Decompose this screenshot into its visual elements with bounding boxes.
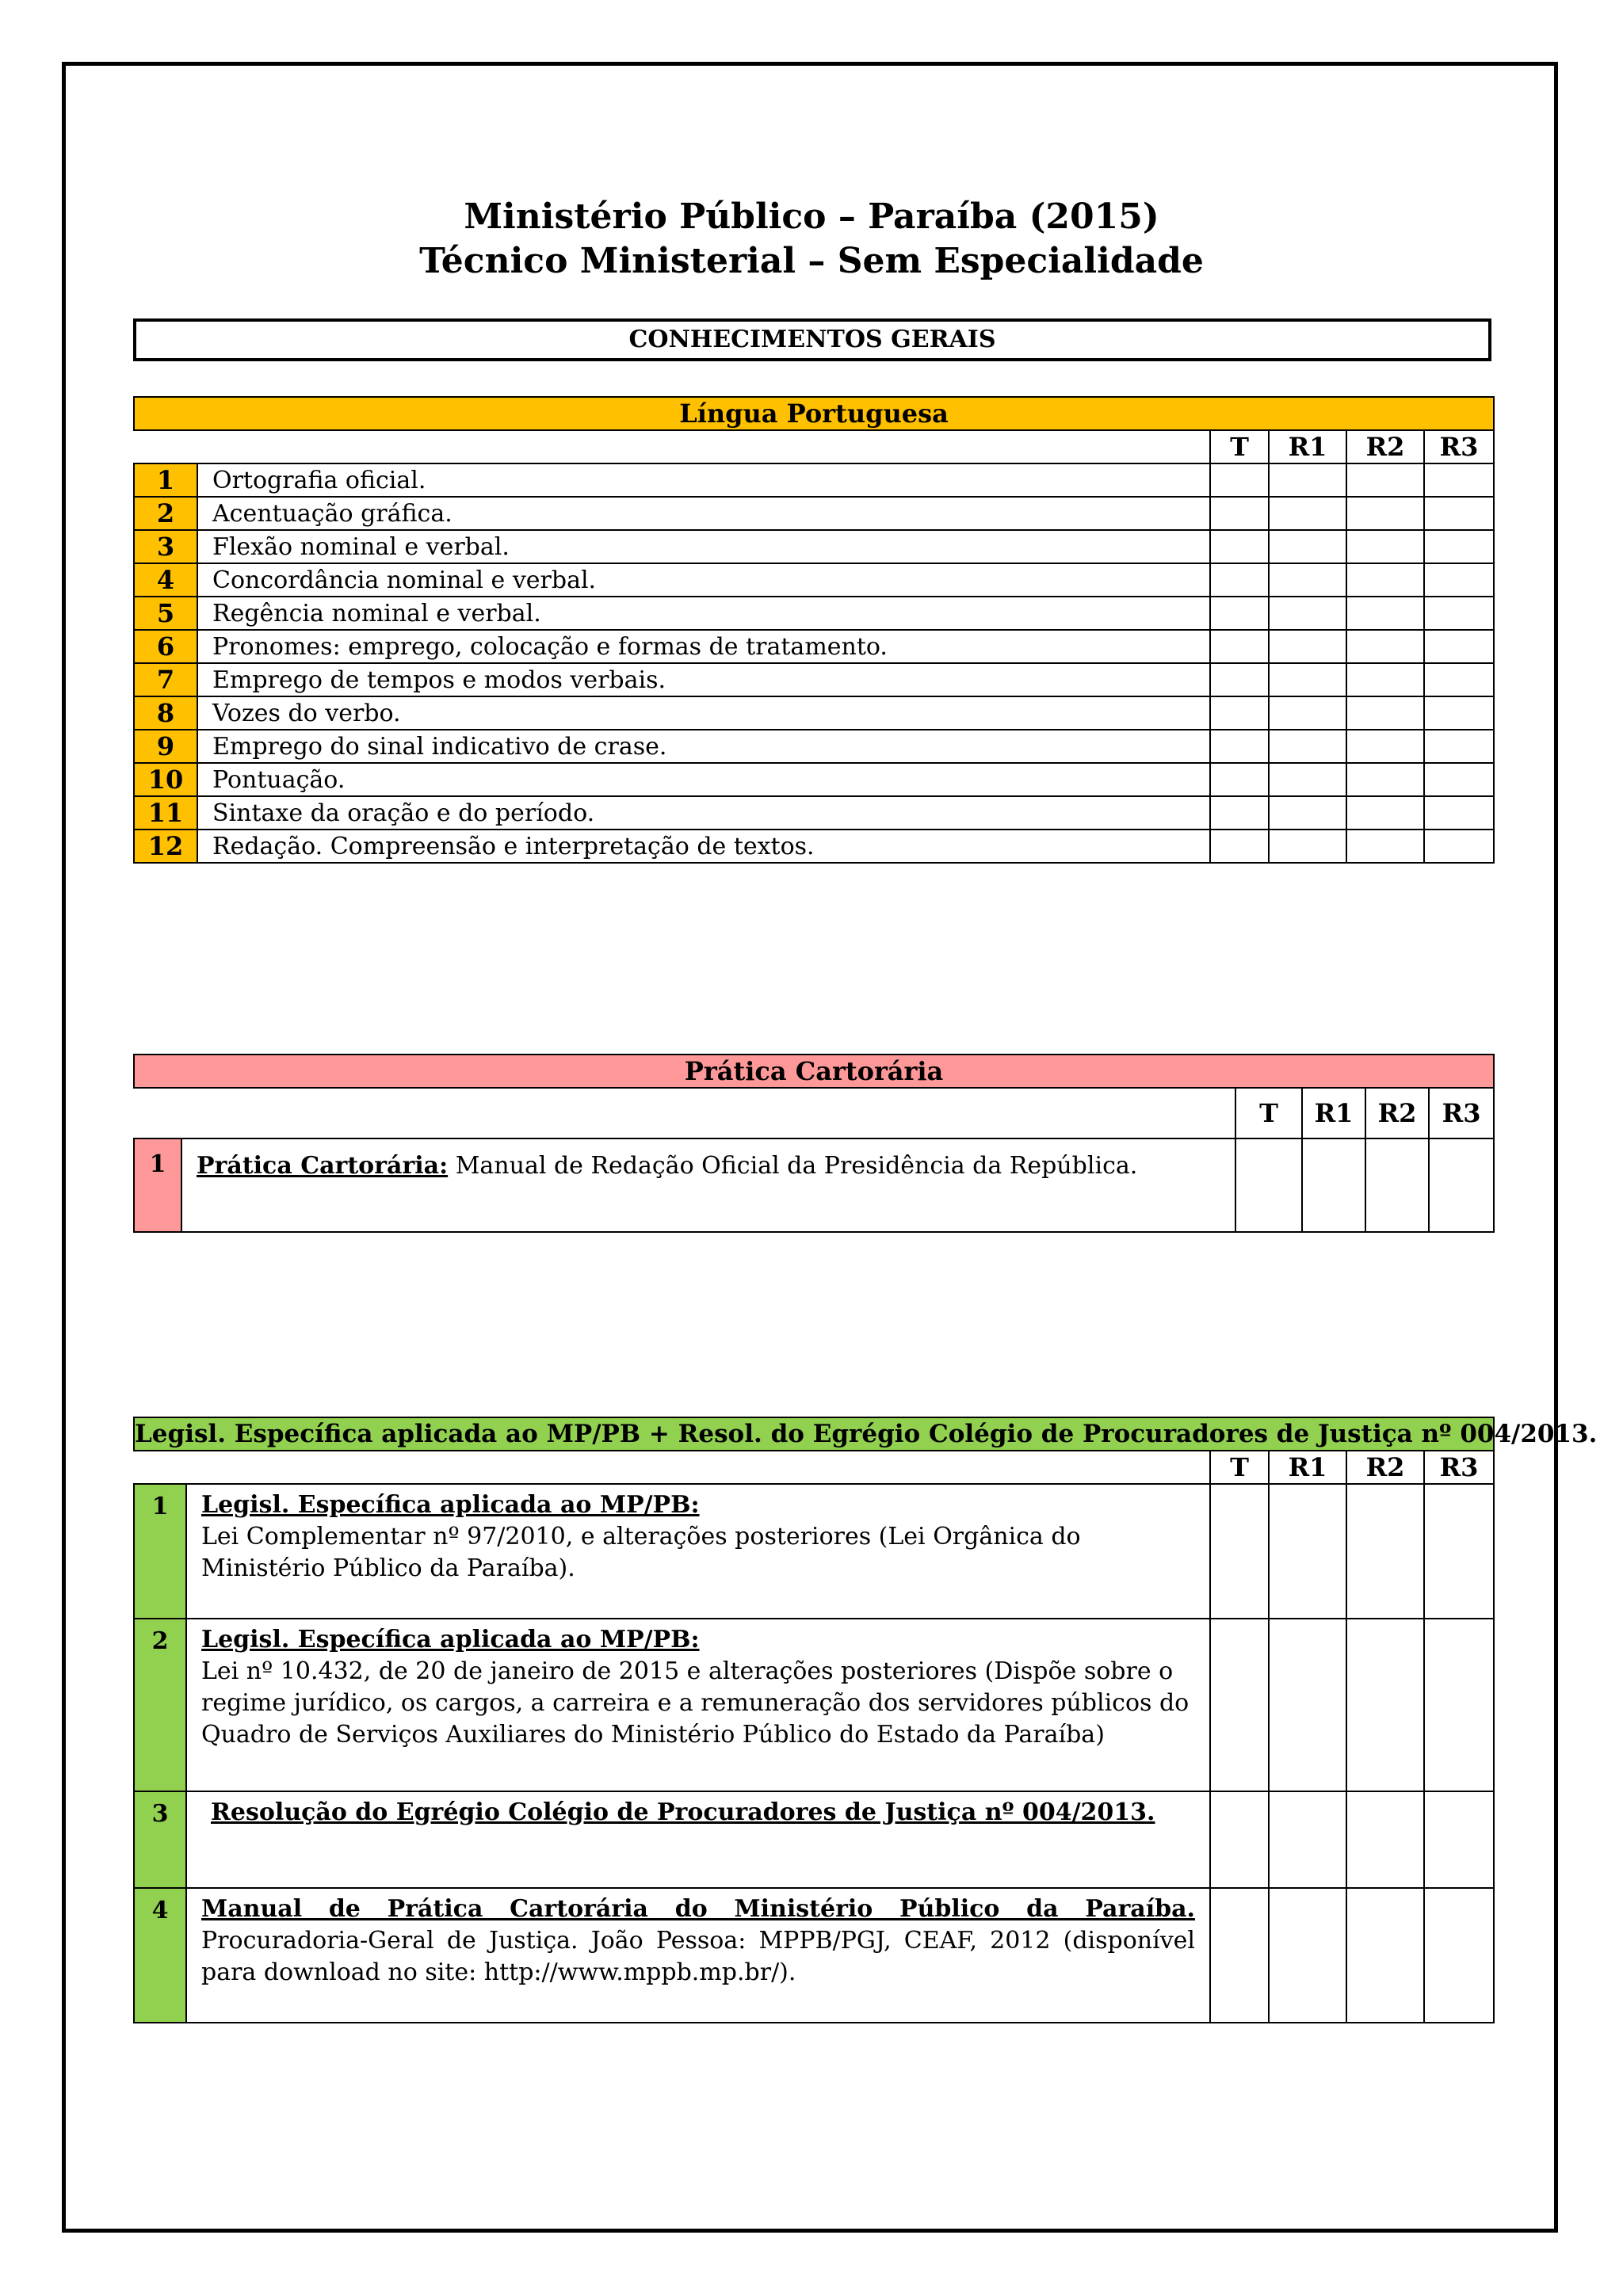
table-row — [134, 763, 1494, 796]
row-text-rest: Lei Complementar nº 97/2010, e alterações posteriores (Lei Orgânica do Ministério Público da Paraíba). — [201, 1523, 1081, 1582]
check-cell-t[interactable] — [1210, 463, 1269, 497]
check-cell-r1[interactable] — [1269, 1791, 1346, 1888]
check-cell-r2[interactable] — [1346, 563, 1424, 597]
check-cell-r1[interactable] — [1269, 830, 1346, 863]
lingua-header: Língua Portuguesa — [134, 397, 1494, 430]
row-text-bold: Resolução do Egrégio Colégio de Procuradores de Justiça nº 004/2013. — [211, 1798, 1155, 1826]
row-number: 9 — [134, 730, 197, 763]
check-cell-t[interactable] — [1235, 1138, 1302, 1232]
check-cell-r1[interactable] — [1269, 530, 1346, 563]
check-cell-t[interactable] — [1210, 1619, 1269, 1791]
row-text — [186, 1791, 1210, 1888]
check-cell-r3[interactable] — [1424, 663, 1494, 696]
check-cell-r3[interactable] — [1424, 763, 1494, 796]
table-row — [134, 597, 1494, 630]
check-cell-r2[interactable] — [1346, 830, 1424, 863]
col-r2: R2 — [1346, 430, 1424, 463]
check-cell-t[interactable] — [1210, 597, 1269, 630]
check-cell-r1[interactable] — [1269, 696, 1346, 730]
check-cell-r3[interactable] — [1424, 563, 1494, 597]
row-text-rest: Lei nº 10.432, de 20 de janeiro de 2015 e alterações posteriores (Dispõe sobre o regime jurídico, os cargos, a carreira e a remuneração dos servidores públicos do Quadro de Serviços Auxiliares do Ministério Público do Estado da Paraíba) — [201, 1657, 1190, 1749]
row-number: 12 — [134, 830, 197, 863]
check-cell-r1[interactable] — [1269, 497, 1346, 530]
check-cell-r1[interactable] — [1269, 1484, 1346, 1619]
pratica-header: Prática Cartorária — [134, 1055, 1494, 1088]
check-cell-r3[interactable] — [1424, 1791, 1494, 1888]
col-r3: R3 — [1424, 1451, 1494, 1484]
col-r1: R1 — [1269, 430, 1346, 463]
table-row — [134, 696, 1494, 730]
table-row — [134, 463, 1494, 497]
check-cell-r3[interactable] — [1424, 696, 1494, 730]
col-r1: R1 — [1269, 1451, 1346, 1484]
check-cell-r1[interactable] — [1269, 630, 1346, 663]
lingua-portuguesa-table — [133, 396, 1495, 864]
check-cell-t[interactable] — [1210, 630, 1269, 663]
check-cell-r3[interactable] — [1424, 1484, 1494, 1619]
check-cell-r3[interactable] — [1424, 597, 1494, 630]
check-cell-r2[interactable] — [1346, 730, 1424, 763]
table-row — [134, 796, 1494, 830]
row-text — [186, 1484, 1210, 1619]
check-cell-r2[interactable] — [1346, 463, 1424, 497]
row-number: 2 — [134, 1619, 186, 1791]
check-cell-t[interactable] — [1210, 830, 1269, 863]
table-row — [134, 1619, 1494, 1791]
table-row — [134, 1888, 1494, 2023]
row-text-rest: Manual de Redação Oficial da Presidência da República. — [448, 1152, 1138, 1180]
row-number: 4 — [134, 563, 197, 597]
table-row — [134, 497, 1494, 530]
check-cell-t[interactable] — [1210, 1888, 1269, 2023]
check-cell-r2[interactable] — [1346, 763, 1424, 796]
table-row — [134, 1484, 1494, 1619]
table-row — [134, 663, 1494, 696]
row-number: 2 — [134, 497, 197, 530]
check-cell-r1[interactable] — [1269, 597, 1346, 630]
blank-header-cell — [134, 430, 1210, 463]
row-text: Pronomes: emprego, colocação e formas de tratamento. — [197, 630, 1210, 663]
col-t: T — [1235, 1088, 1302, 1138]
check-cell-r3[interactable] — [1429, 1138, 1494, 1232]
row-number: 7 — [134, 663, 197, 696]
section-label: CONHECIMENTOS GERAIS — [133, 318, 1491, 361]
row-text: Redação. Compreensão e interpretação de textos. — [197, 830, 1210, 863]
row-text: Vozes do verbo. — [197, 696, 1210, 730]
row-number: 10 — [134, 763, 197, 796]
row-text: Sintaxe da oração e do período. — [197, 796, 1210, 830]
legis-header: Legisl. Específica aplicada ao MP/PB + Resol. do Egrégio Colégio de Procuradores de Justiça nº 004/2013. — [134, 1417, 1494, 1451]
check-cell-r3[interactable] — [1424, 530, 1494, 563]
check-cell-r3[interactable] — [1424, 1888, 1494, 2023]
legislacao-table — [133, 1417, 1598, 2023]
row-text: Acentuação gráfica. — [197, 497, 1210, 530]
row-text: Emprego de tempos e modos verbais. — [197, 663, 1210, 696]
check-cell-r2[interactable] — [1365, 1138, 1429, 1232]
check-cell-r1[interactable] — [1269, 563, 1346, 597]
check-cell-t[interactable] — [1210, 730, 1269, 763]
row-text: Pontuação. — [197, 763, 1210, 796]
check-cell-r3[interactable] — [1424, 463, 1494, 497]
col-r2: R2 — [1365, 1088, 1429, 1138]
blank-header-cell — [134, 1451, 1210, 1484]
check-cell-t[interactable] — [1210, 1484, 1269, 1619]
row-text-bold: Manual de Prática Cartorária do Ministério Público da Paraíba. — [201, 1895, 1195, 1923]
col-t: T — [1210, 1451, 1269, 1484]
check-cell-r3[interactable] — [1424, 730, 1494, 763]
check-cell-t[interactable] — [1210, 563, 1269, 597]
check-cell-r1[interactable] — [1302, 1138, 1365, 1232]
check-cell-r2[interactable] — [1346, 663, 1424, 696]
row-number: 5 — [134, 597, 197, 630]
row-number: 11 — [134, 796, 197, 830]
row-number: 3 — [134, 1791, 186, 1888]
col-r3: R3 — [1429, 1088, 1494, 1138]
row-number: 8 — [134, 696, 197, 730]
check-cell-t[interactable] — [1210, 497, 1269, 530]
check-cell-r2[interactable] — [1346, 1888, 1424, 2023]
check-cell-r2[interactable] — [1346, 497, 1424, 530]
check-cell-r1[interactable] — [1269, 1888, 1346, 2023]
check-cell-r2[interactable] — [1346, 1791, 1424, 1888]
check-cell-t[interactable] — [1210, 530, 1269, 563]
check-cell-r2[interactable] — [1346, 597, 1424, 630]
check-cell-r1[interactable] — [1269, 796, 1346, 830]
check-cell-r3[interactable] — [1424, 1619, 1494, 1791]
row-text: Ortografia oficial. — [197, 463, 1210, 497]
row-text: Regência nominal e verbal. — [197, 597, 1210, 630]
row-number: 1 — [134, 463, 197, 497]
page-subtitle: Técnico Ministerial – Sem Especialidade — [419, 241, 1204, 281]
check-cell-r2[interactable] — [1346, 696, 1424, 730]
row-text — [186, 1619, 1210, 1791]
col-t: T — [1210, 430, 1269, 463]
table-row — [134, 563, 1494, 597]
table-row — [134, 630, 1494, 663]
blank-header-cell — [134, 1088, 1235, 1138]
check-cell-r1[interactable] — [1269, 463, 1346, 497]
row-number: 1 — [134, 1484, 186, 1619]
check-cell-r2[interactable] — [1346, 530, 1424, 563]
row-number: 6 — [134, 630, 197, 663]
row-number: 4 — [134, 1888, 186, 2023]
check-cell-r2[interactable] — [1346, 630, 1424, 663]
check-cell-r3[interactable] — [1424, 830, 1494, 863]
table-row — [134, 530, 1494, 563]
check-cell-t[interactable] — [1210, 763, 1269, 796]
row-text: Flexão nominal e verbal. — [197, 530, 1210, 563]
check-cell-t[interactable] — [1210, 663, 1269, 696]
table-row — [134, 730, 1494, 763]
row-text — [181, 1138, 1235, 1232]
check-cell-r2[interactable] — [1346, 1619, 1424, 1791]
check-cell-r3[interactable] — [1424, 630, 1494, 663]
check-cell-r2[interactable] — [1346, 796, 1424, 830]
check-cell-t[interactable] — [1210, 1791, 1269, 1888]
row-text-rest: Procuradoria-Geral de Justiça. João Pessoa: MPPB/PGJ, CEAF, 2012 (disponível para download no site: http://www.mppb.mp.br/). — [201, 1927, 1195, 1986]
row-text — [186, 1888, 1210, 2023]
col-r1: R1 — [1302, 1088, 1365, 1138]
pratica-table — [133, 1054, 1495, 1233]
check-cell-r2[interactable] — [1346, 1484, 1424, 1619]
check-cell-r3[interactable] — [1424, 796, 1494, 830]
check-cell-r1[interactable] — [1269, 1619, 1346, 1791]
row-text-bold: Legisl. Específica aplicada ao MP/PB: — [201, 1491, 700, 1519]
table-row — [134, 1138, 1494, 1232]
col-r3: R3 — [1424, 430, 1494, 463]
row-text: Emprego do sinal indicativo de crase. — [197, 730, 1210, 763]
check-cell-r1[interactable] — [1269, 730, 1346, 763]
row-text: Concordância nominal e verbal. — [197, 563, 1210, 597]
col-r2: R2 — [1346, 1451, 1424, 1484]
row-text-bold: Legisl. Específica aplicada ao MP/PB: — [201, 1626, 700, 1653]
row-number: 3 — [134, 530, 197, 563]
check-cell-r1[interactable] — [1269, 763, 1346, 796]
check-cell-r1[interactable] — [1269, 663, 1346, 696]
check-cell-t[interactable] — [1210, 796, 1269, 830]
check-cell-t[interactable] — [1210, 696, 1269, 730]
table-row — [134, 830, 1494, 863]
row-number: 1 — [134, 1138, 181, 1232]
table-row — [134, 1791, 1494, 1888]
row-text-bold: Prática Cartorária: — [197, 1152, 449, 1180]
page-title: Ministério Público – Paraíba (2015) — [464, 196, 1159, 237]
check-cell-r3[interactable] — [1424, 497, 1494, 530]
